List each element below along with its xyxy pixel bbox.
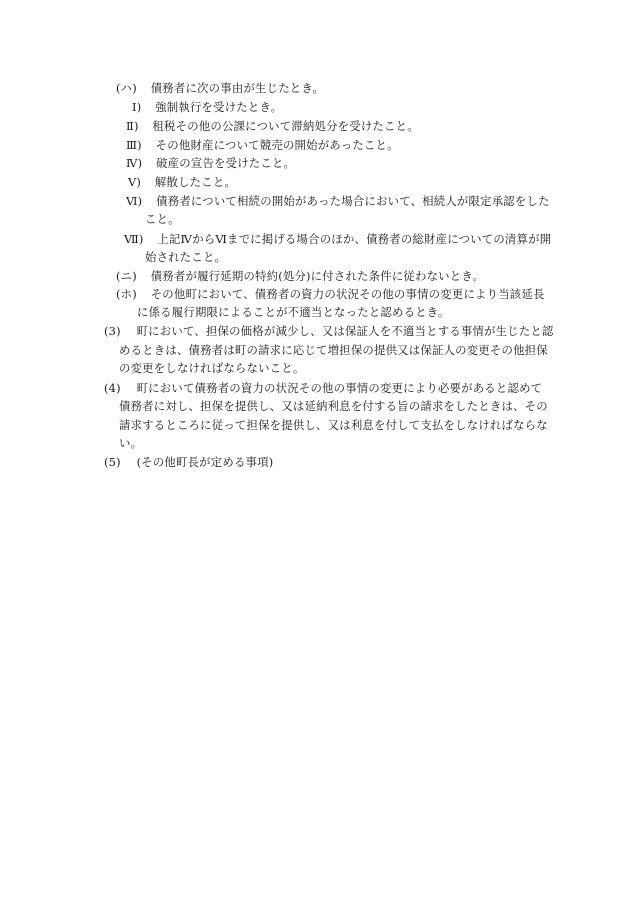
subitem-7-text: 上記ⅣからⅥまでに掲げる場合のほか、債務者の総財産についての清算が開	[157, 232, 552, 246]
clause-4-line-3: 請求するところに従って担保を提供し、又は利息を付して支払をしなければならな	[119, 418, 548, 432]
item-ho	[116, 285, 545, 303]
clause-4	[104, 379, 542, 397]
subitem-3-text: その他財産について競売の開始があったこと。	[155, 138, 399, 152]
item-ni	[116, 267, 484, 285]
item-ha	[116, 79, 324, 97]
subitem-6-text: 債務者について相続の開始があった場合において、相続人が限定承認をした	[156, 194, 550, 208]
clause-3-marker: (3)	[104, 324, 121, 338]
subitem-4-text: 破産の宣告を受けたこと。	[156, 156, 296, 170]
clause-4-marker: (4)	[104, 381, 121, 395]
subitem-6-marker: Ⅵ)	[126, 194, 143, 208]
subitem-6	[126, 192, 550, 210]
subitem-1-text: 強制執行を受けたとき。	[155, 100, 283, 114]
clause-3-text: 町において、担保の価格が減少し、又は保証人を不適当とする事情が生じたと認	[136, 324, 554, 338]
subitem-4-marker: Ⅳ)	[126, 156, 143, 170]
clause-4-line-2: 債務者に対し、担保を提供し、又は延納利息を付する旨の請求をしたときは、その	[119, 399, 548, 413]
item-ha-marker: (ハ)	[116, 81, 137, 95]
subitem-2	[126, 117, 419, 135]
clause-5-marker: (5)	[104, 455, 121, 469]
subitem-7-marker: Ⅶ)	[124, 232, 144, 246]
clause-3	[104, 322, 554, 340]
subitem-2-text: 租税その他の公課について滞納処分を受けたこと。	[152, 119, 419, 133]
subitem-6-continuation: こと。	[145, 212, 180, 226]
subitem-3-marker: Ⅲ)	[126, 138, 142, 152]
clause-3-line-2: めるときは、債務者は町の請求に応じて増担保の提供又は保証人の変更その他担保	[119, 343, 548, 357]
item-ha-text: 債務者に次の事由が生じたとき。	[150, 81, 325, 95]
item-ho-text: その他町において、債務者の資力の状況その他の事情の変更により当該延長	[150, 287, 545, 301]
subitem-3	[126, 136, 399, 154]
subitem-5-marker: Ⅴ)	[128, 175, 142, 189]
clause-5-text: (その他町長が定める事項)	[136, 455, 274, 469]
item-ni-marker: (ニ)	[116, 269, 137, 283]
clause-5	[104, 453, 273, 471]
item-ni-text: 債務者が履行延期の特約(処分)に付された条件に従わないとき。	[150, 269, 485, 283]
subitem-2-marker: Ⅱ)	[126, 119, 139, 133]
subitem-1	[132, 98, 282, 116]
subitem-1-marker: Ⅰ)	[132, 100, 142, 114]
subitem-5-text: 解散したこと。	[154, 175, 237, 189]
item-ho-marker: (ホ)	[116, 287, 137, 301]
item-ho-continuation: に係る履行期限によることが不適当となったと認めるとき。	[137, 305, 450, 319]
clause-4-line-4: い。	[119, 436, 143, 450]
subitem-5	[128, 173, 236, 191]
clause-3-line-3: の変更をしなければならないこと。	[119, 361, 305, 375]
clause-4-text: 町において債務者の資力の状況その他の事情の変更により必要があると認めて	[136, 381, 543, 395]
subitem-7-continuation: 始されたこと。	[145, 250, 227, 264]
subitem-4	[126, 154, 295, 172]
subitem-7	[124, 230, 551, 248]
